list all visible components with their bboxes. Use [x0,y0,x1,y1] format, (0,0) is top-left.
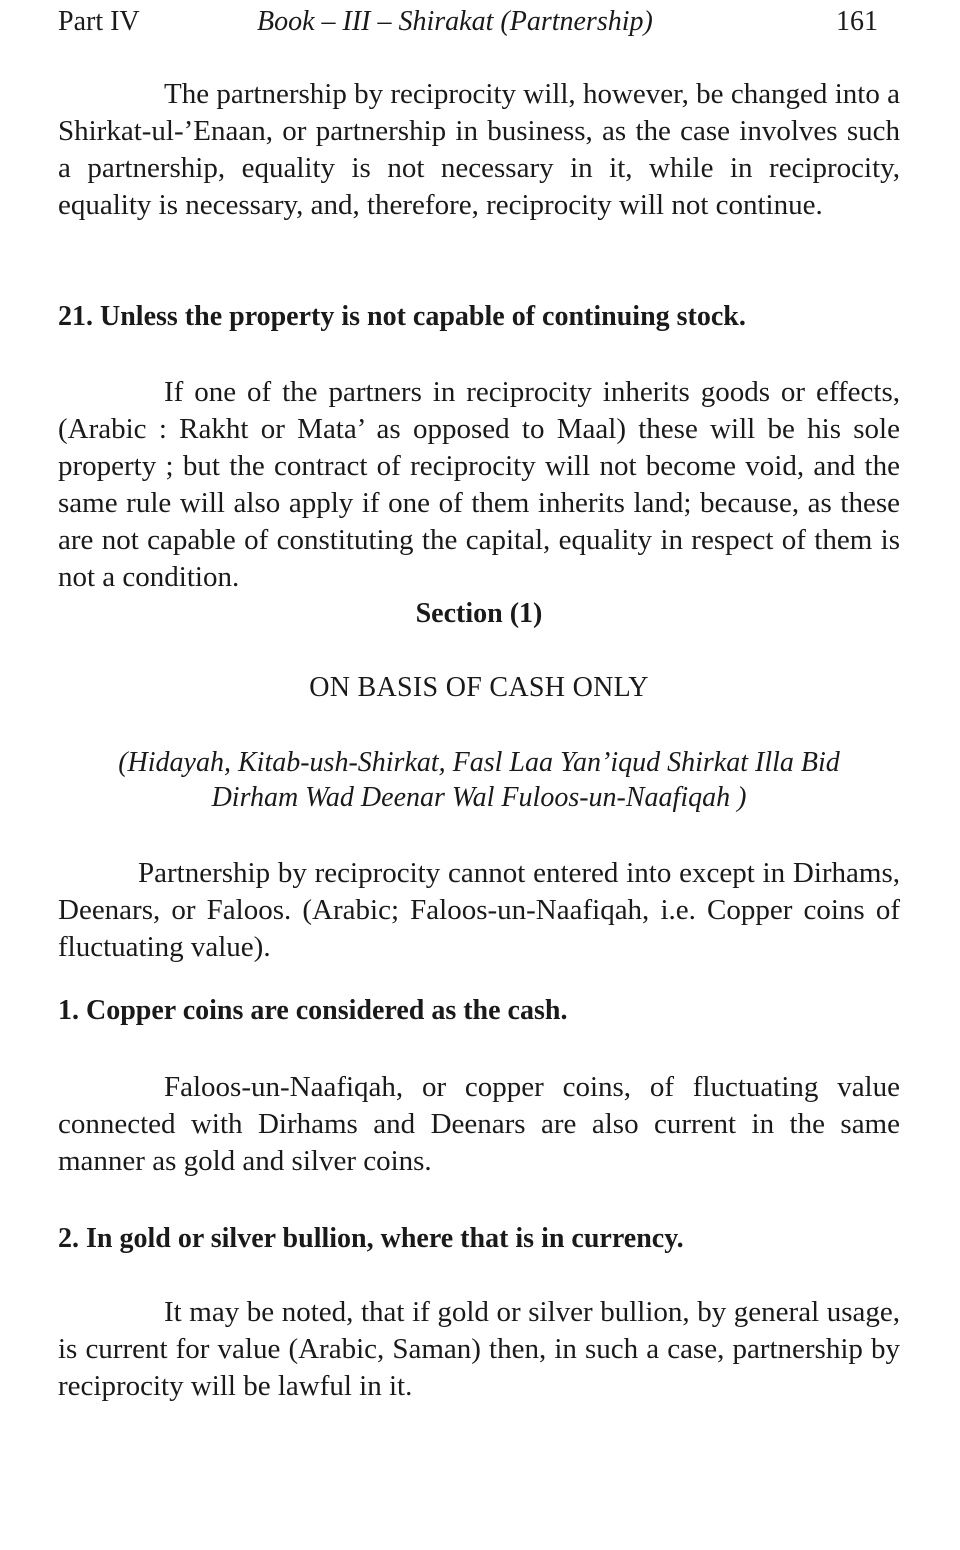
section-title: ON BASIS OF CASH ONLY [309,672,649,703]
heading-text: 1. Copper coins are considered as the cash. [58,995,568,1026]
running-header [58,2,878,42]
paragraph-bullion [58,1294,900,1405]
reference-line-1: (Hidayah, Kitab-ush-Shirkat, Fasl Laa Yan’iqud Shirkat Illa Bid [118,747,840,778]
paragraph-reciprocity-changed [58,76,900,224]
reference-citation [58,745,900,815]
heading-21 [58,299,900,335]
section-heading [58,596,900,632]
section-number: Section (1) [415,598,543,629]
paragraph-text: The partnership by reciprocity will, however, be changed into a Shirkat-ul-’Enaan, or partnership in business, as the case involves such a partnership, equality is not necessary in it, while in reciprocity, equality is necessary, and, therefore, reciprocity will not continue. [58,78,900,221]
paragraph-text: Faloos-un-Naafiqah, or copper coins, of fluctuating value connected with Dirhams and Deenars are also current in the same manner as gold and silver coins. [58,1071,900,1177]
paragraph-text: Partnership by reciprocity cannot entered into except in Dirhams, Deenars, or Faloos. (Arabic; Faloos-un-Naafiqah, i.e. Copper coins of fluctuating value). [58,857,900,963]
reference-line-2: Dirham Wad Deenar Wal Fuloos-un-Naafiqah ) [211,782,747,813]
paragraph-text: It may be noted, that if gold or silver bullion, by general usage, is current for value (Arabic, Saman) then, in such a case, partnership by reciprocity will be lawful in it. [58,1296,900,1402]
header-book-title: Book – III – Shirakat (Partnership) [257,6,653,37]
heading-text: 21. Unless the property is not capable of continuing stock. [58,301,746,332]
paragraph-text: If one of the partners in reciprocity inherits goods or effects,(Arabic : Rakht or Mata’ as opposed to Maal) these will be his sole property ; but the contract of reciprocity will not become void, and the same rule will also apply if one of them inherits land; because, as these are not capable of constituting the capital, equality in respect of them is not a condition. [58,376,900,593]
heading-text: 2. In gold or silver bullion, where that is in currency. [58,1223,684,1254]
page-number: 161 [836,6,878,37]
paragraph-dirhams-deenars [58,855,900,966]
heading-1 [58,993,900,1029]
heading-2 [58,1221,900,1257]
section-title-block [58,670,900,706]
header-part: Part IV [58,6,140,37]
paragraph-inherits-goods [58,374,900,596]
paragraph-copper-coins [58,1069,900,1180]
